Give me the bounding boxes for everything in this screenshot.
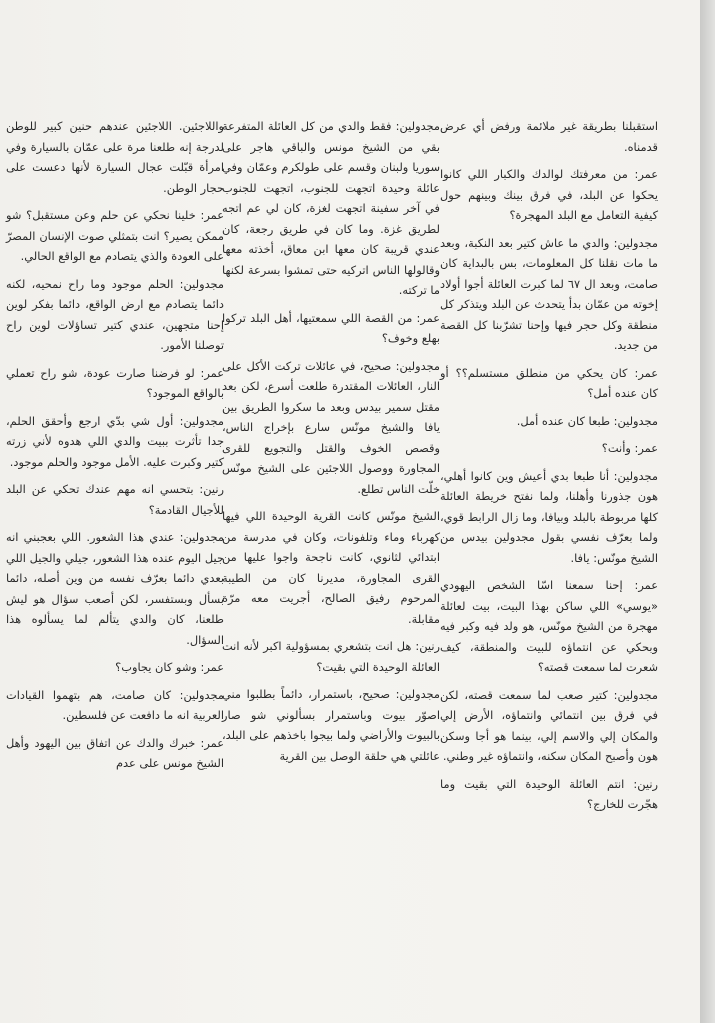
paragraph: عمر: كان يحكي من منطلق مستسلم؟؟ أو كان عنده أمل؟: [440, 365, 658, 400]
page-edge-shadow: [700, 0, 715, 1023]
paragraph: مجدولين: الحلم موجود وما راح نمحيه، لكنه دائما يتصادم مع ارض الواقع، دائما بفكر لوين إحنا متجهين، عندي كتير تساؤلات لوين راح توصلنا الأمور.: [6, 276, 224, 352]
paragraph: مجدولين: كتير صعب لما سمعت قصته، لكن في فرق بين انتمائي وانتماؤه، الأرض إلي والمكان إلي والاسم إلي، بينما هو أجا وسكن هون وأصبح المكان سكنه، وانتماؤه غير وطني.: [440, 687, 658, 763]
paragraph: عمر: خبرك والدك عن اتفاق بين اليهود وأهل الشيخ مونس على عدم: [6, 735, 224, 770]
paragraph: عمر: من معرفتك لوالدك والكبار اللي كانوا يحكوا عن البلد، في فرق بينك وبينهم حول كيفية التعامل مع البلد المهجرة؟: [440, 167, 658, 222]
paragraph: مجدولين: فقط والدي من كل العائلة المتفرعة بقي من الشيخ مونس والباقي هاجر على سوريا ولبنان وقسم على طولكرم وعمّان وفي عائلة وحيدة اتجهت للجنوب، اتجهت للجنوب في آخر سفينة اتجهت لغزة، كان لي عم اتجه لطريق غزة. وما كان في طريق رجعة، كان عندي قريبة كان معها ابن معاق، أخذته معها وقالولها الناس اتركيه حتى تمشوا بسرعة لكنها ما تركته.: [222, 119, 440, 297]
paragraph: عمر: وشو كان يجاوب؟: [115, 660, 224, 674]
paragraph: واللاجئين. اللاجئين عندهم حنين كبير للوطن لدرجة إنه طلعنا مرة على عمّان بالسيارة وفي امرأة قبّلت عجال السيارة لأنها دعست على حجار الوطن.: [6, 119, 224, 195]
text-column-middle: [222, 116, 440, 773]
paragraph: مجدولين: والدي ما عاش كتير بعد النكبة، وبعد ما مات نقلنا كل المعلومات، بس بالبداية كان صامت، وبعد ال ٦٧ لما كبرت العائلة أجوا أولاد إخوته من عمّان بدأ يتحدث عن البلد ويتذكر كل منطقة وكل حجر فيها وإحنا تشرّبنا كل القصة من جديد.: [440, 235, 658, 352]
paragraph: عمر: لو فرضنا صارت عودة، شو راح تعملي بالواقع الموجود؟: [6, 365, 224, 400]
paragraph: عمر: وأنت؟: [601, 441, 658, 455]
paragraph: مجدولين: أول شي بدّي ارجع وأحقق الحلم، جدا تأثرت ببيت والدي اللي هدوه لأني زرته كتير وكبرت عليه. الأمل موجود والحلم موجود.: [6, 413, 224, 469]
text-column-left: [6, 116, 224, 781]
paragraph: مجدولين: كان صامت، هم بتهموا القيادات العربية انه ما دافعت عن فلسطين.: [6, 687, 224, 722]
paragraph: مجدولين: صحيح، في عائلات تركت الأكل على النار، العائلات المقتدرة طلعت أسرع، لكن بعد مقتل سمير بيدس وبعد ما سكروا الطريق بين يافا والشيخ مونّس سارع بإخراج الناس، وقصص الخوف والقتل والتجويع للقرى المجاورة ووصول اللاجئين على الشيخ مونّس خلّت الناس تطلع.: [222, 358, 440, 496]
paragraph: عمر: من القصة اللي سمعتيها، أهل البلد تركوا بهلع وخوف؟: [222, 310, 440, 345]
paragraph: استقبلنا بطريقة غير ملائمة ورفض أي عرض قدمناه.: [440, 119, 658, 154]
text-column-right: [440, 116, 658, 822]
paragraph: مجدولين: أنا طبعا بدي أعيش وين كانوا أهلي، هون جذورنا وأهلنا، ولما نفتح خريطة العائلة كلها مربوطة بالبلد وبيافا، وما زال الرابط قوي، ولما بعرّف نفسي بقول مجدولين بيدس من الشيخ مونّس: يافا.: [440, 468, 658, 565]
paragraph: الشيخ مونّس كانت القرية الوحيدة اللي فيها كهرباء وماء وتلفونات، وكان في مدرسة من ابتدائي لثانوي، كانت ناجحة واجوا عليها من القرى المجاورة، مديرنا كان من الطيبة المرحوم رفيق الصالح، أجريت معه مرّة مقابلة.: [222, 509, 440, 626]
paragraph: رنين: انتم العائلة الوحيدة التي بقيت وما هجّرت للخارج؟: [440, 776, 658, 811]
paragraph: مجدولين: صحيح، باستمرار، دائماً بطلبوا مني اصوّر بيوت وباستمرار بسألوني شو صار بالبيوت والأراضي ولما بيجوا باخذهم على البلد، عائلتي هي حلقة الوصل بين القرية: [222, 687, 440, 763]
paragraph: رنين: بتحسي انه مهم عندك تحكي عن البلد للأجيال القادمة؟: [6, 482, 224, 517]
paragraph: مجدولين: طبعا كان عنده أمل.: [516, 413, 658, 428]
paragraph: مجدولين: عندي هذا الشعور. اللي بعجبني انه جيل اليوم عنده هذا الشعور، جيلي والجيل اللي بعدي دائما بعرّف نفسه من وين أصله، دائما بسأل وبستفسر، لكن أصعب سؤال هو ليش طلعنا، كان والدي يتألم لما يسألوه هذا السؤال.: [6, 530, 224, 647]
paragraph: رنين: هل انت بتشعري بمسؤولية اكبر لأنه انت العائلة الوحيدة التي بقيت؟: [222, 639, 440, 674]
paragraph: عمر: إحنا سمعنا اسّا الشخص اليهودي «يوسي» اللي ساكن بهذا البيت، بيت لعائلة مهجرة من الشيخ مونّس، هو ولد فيه وكبر فيه وبحكي عن انتماؤه للبيت والمنطقة، كيف شعرت لما سمعت قصته؟: [440, 578, 658, 674]
paragraph: عمر: خلينا نحكي عن حلم وعن مستقبل؟ شو ممكن يصير؟ انت بتمثلي صوت الإنسان المصرّ على العودة والذي يتصادم مع الواقع الحالي.: [6, 208, 224, 263]
